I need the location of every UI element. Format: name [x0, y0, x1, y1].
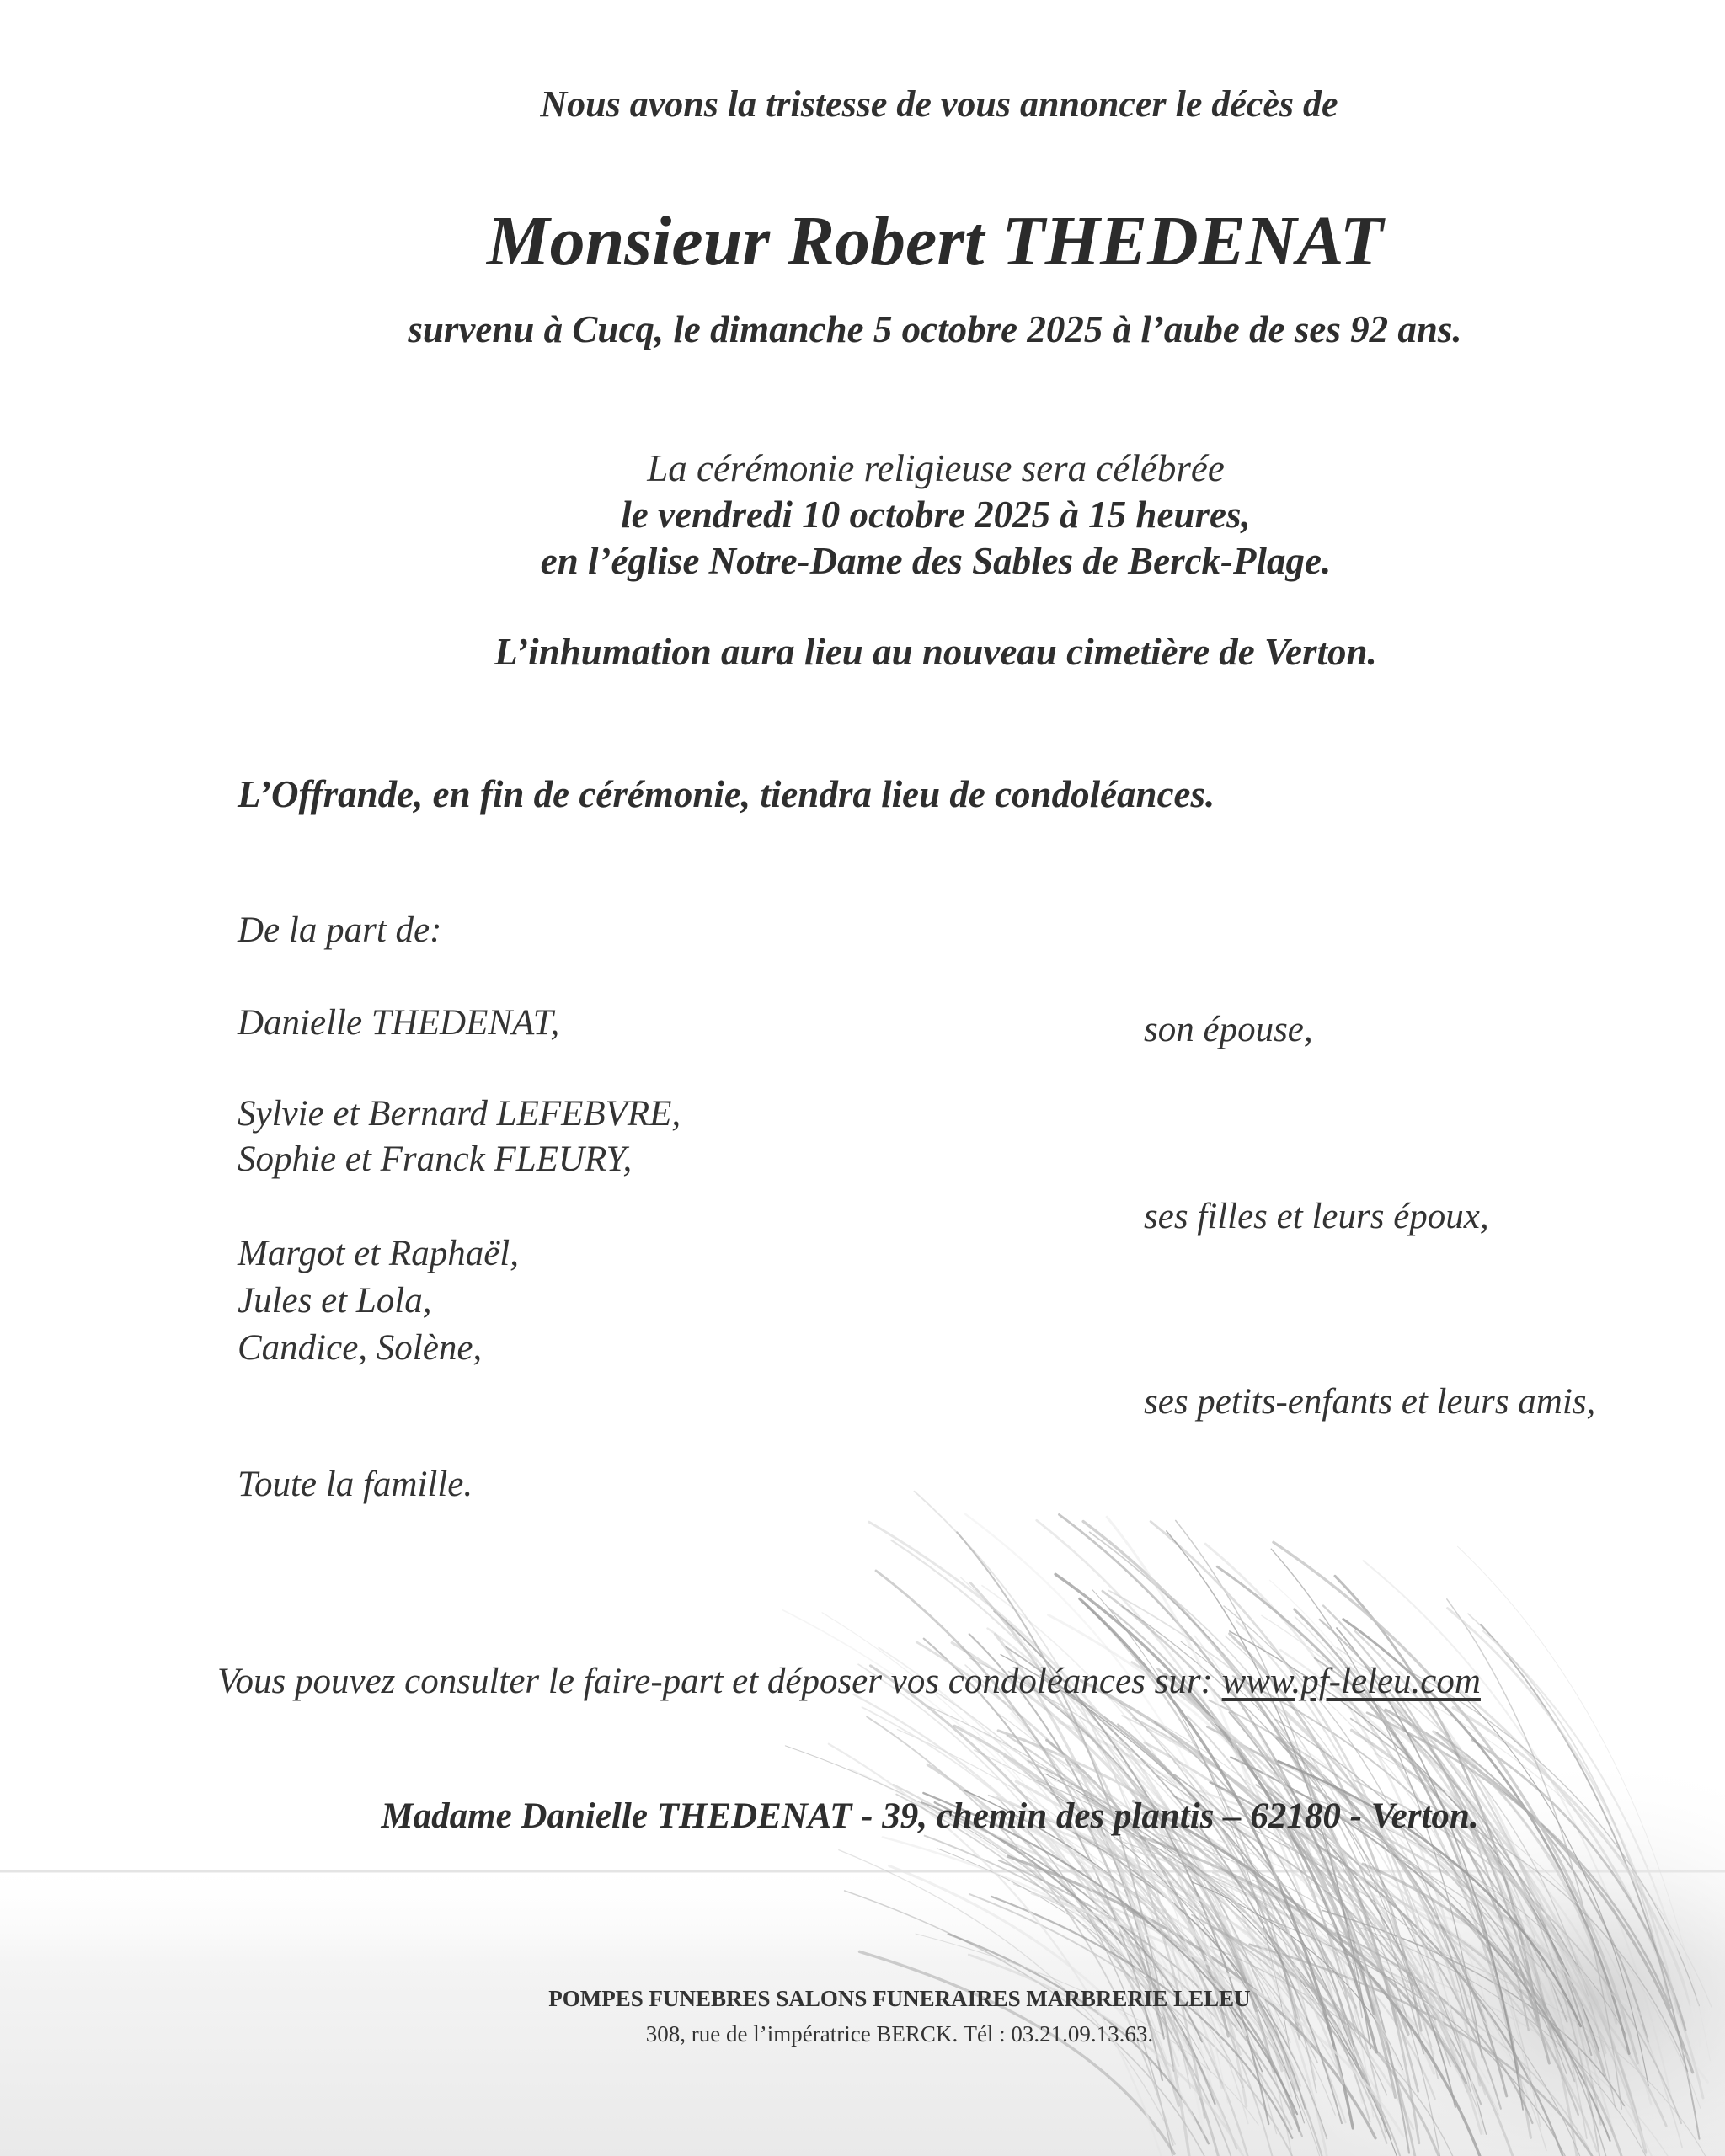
from-label: De la part de: — [238, 910, 442, 950]
announcement-intro: Nous avons la tristesse de vous annoncer le décès de — [540, 83, 1338, 125]
ceremony-location: en l’église Notre-Dame des Sables de Berck-Plage. — [540, 540, 1332, 582]
funeral-home-contact: 308, rue de l’impératrice BERCK. Tél : 03.21.09.13.63. — [645, 2021, 1154, 2047]
ceremony-date: le vendredi 10 octobre 2025 à 15 heures, — [621, 494, 1251, 536]
condolences-text: Vous pouvez consulter le faire-part et déposer vos condoléances sur: — [217, 1662, 1213, 1701]
family-name: Jules et Lola, — [238, 1281, 432, 1321]
family-name: Danielle THEDENAT, — [238, 1003, 560, 1043]
funeral-home-name: POMPES FUNEBRES SALONS FUNERAIRES MARBRERIE LELEU — [548, 1986, 1251, 2011]
family-name: Candice, Solène, — [238, 1328, 483, 1368]
ceremony-line-1: La cérémonie religieuse sera célébrée — [647, 447, 1225, 489]
burial-info: L’inhumation aura lieu au nouveau cimetière de Verton. — [494, 631, 1377, 673]
family-relation: ses petits-enfants et leurs amis, — [1144, 1382, 1596, 1422]
condolences-link[interactable]: www.pf-leleu.com — [1221, 1662, 1481, 1701]
family-relation: son épouse, — [1144, 1010, 1313, 1049]
deceased-name: Monsieur Robert THEDENAT — [486, 202, 1384, 280]
death-details: survenu à Cucq, le dimanche 5 octobre 2025 à l’aube de ses 92 ans. — [408, 308, 1462, 350]
offering-note: L’Offrande, en fin de cérémonie, tiendra lieu de condoléances. — [238, 773, 1215, 815]
family-name: Toute la famille. — [238, 1465, 473, 1504]
family-address: Madame Danielle THEDENAT - 39, chemin des plantis – 62180 - Verton. — [381, 1796, 1479, 1836]
family-name: Margot et Raphaël, — [238, 1234, 519, 1273]
family-name: Sylvie et Bernard LEFEBVRE, — [238, 1094, 681, 1134]
condolences-line — [217, 1661, 1481, 1702]
family-relation: ses filles et leurs époux, — [1144, 1197, 1489, 1236]
family-name: Sophie et Franck FLEURY, — [238, 1139, 633, 1179]
